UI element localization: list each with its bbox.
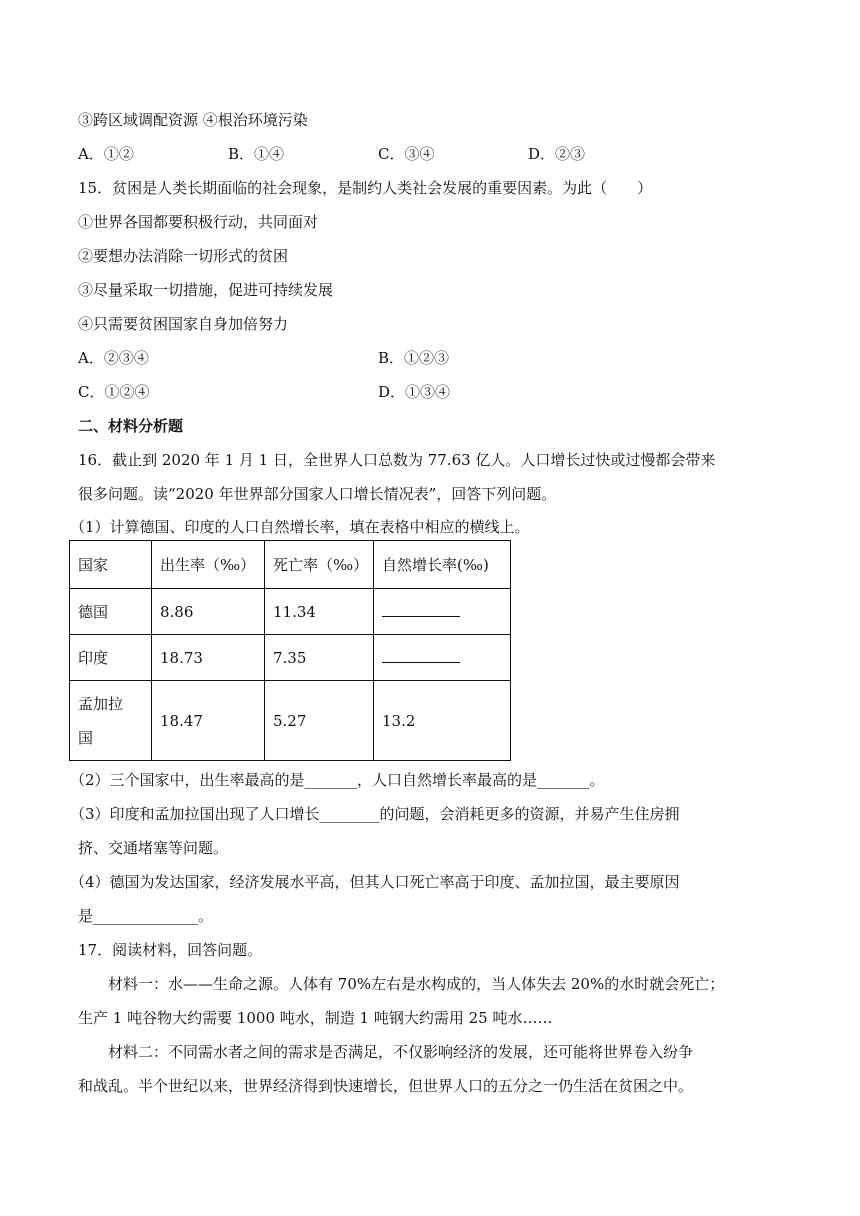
- table-cell: 18.47: [152, 681, 265, 761]
- table-cell: 8.86: [152, 589, 265, 635]
- q16-sub4-line2: 是______________。: [78, 907, 214, 925]
- q14-items: ③跨区域调配资源 ④根治环境污染: [78, 111, 308, 129]
- table-cell: 德国: [70, 589, 152, 635]
- q16-sub4-line1: （4）德国为发达国家，经济发展水平高，但其人口死亡率高于印度、孟加拉国，最主要原因: [70, 873, 680, 891]
- answer-blank: [382, 602, 460, 617]
- q16-sub3-line1: （3）印度和孟加拉国出现了人口增长________的问题，会消耗更多的资源，并易产生住房拥: [70, 805, 680, 823]
- table-header-cell: 出生率（‰）: [152, 541, 265, 589]
- table-header-cell: 死亡率（‰）: [265, 541, 374, 589]
- q14-option-a: A．①②: [78, 145, 134, 163]
- q15-option-d: D．①③④: [378, 383, 451, 401]
- q15-item-2: ②要想办法消除一切形式的贫困: [78, 247, 289, 265]
- q14-option-d: D．②③: [528, 145, 586, 163]
- country-name: 孟加拉国: [78, 694, 124, 747]
- answer-blank: [382, 648, 460, 663]
- q17-material2-line2: 和战乱。半个世纪以来，世界经济得到快速增长，但世界人口的五分之一仍生活在贫困之中。: [78, 1077, 694, 1095]
- table-cell: 印度: [70, 635, 152, 681]
- q15-stem: 15．贫困是人类长期面临的社会现象，是制约人类社会发展的重要因素。为此（ ）: [78, 179, 653, 197]
- table-cell: 18.73: [152, 635, 265, 681]
- table-header-cell: 自然增长率(‰): [374, 541, 511, 589]
- table-header-row: [70, 541, 511, 589]
- q17-material1-line1: 材料一：水——生命之源。人体有 70%左右是水构成的，当人体失去 20%的水时就会死亡；: [108, 975, 725, 993]
- q14-option-c: C．③④: [378, 145, 435, 163]
- q15-item-4: ④只需要贫困国家自身加倍努力: [78, 315, 289, 333]
- q16-sub3-line2: 挤、交通堵塞等问题。: [78, 839, 229, 857]
- table-cell: 7.35: [265, 635, 374, 681]
- q17-material1-line2: 生产 1 吨谷物大约需要 1000 吨水，制造 1 吨钢大约需用 25 吨水……: [78, 1009, 553, 1027]
- table-cell: [374, 589, 511, 635]
- q15-option-c: C．①②④: [78, 383, 150, 401]
- table-header-cell: 国家: [70, 541, 152, 589]
- population-table: [69, 540, 511, 761]
- q15-item-1: ①世界各国都要积极行动，共同面对: [78, 213, 319, 231]
- q15-option-b: B．①②③: [378, 349, 450, 367]
- q17-material2-line1: 材料二：不同需水者之间的需求是否满足，不仅影响经济的发展，还可能将世界卷入纷争: [108, 1043, 694, 1061]
- q14-option-b: B．①④: [228, 145, 285, 163]
- q16-sub2: （2）三个国家中，出生率最高的是_______，人口自然增长率最高的是_______。: [70, 771, 605, 789]
- q16-stem-line1: 16．截止到 2020 年 1 月 1 日，全世界人口总数为 77.63 亿人。人口增长过快或过慢都会带来: [78, 451, 716, 469]
- table-row: [70, 635, 511, 681]
- q15-option-a: A．②③④: [78, 349, 149, 367]
- table-cell: 5.27: [265, 681, 374, 761]
- q16-sub1: （1）计算德国、印度的人口自然增长率，填在表格中相应的横线上。: [70, 518, 530, 536]
- table-cell: 11.34: [265, 589, 374, 635]
- table-row: [70, 589, 511, 635]
- table-row: [70, 681, 511, 761]
- table-cell: [70, 681, 152, 761]
- section-title: 二、材料分析题: [78, 417, 184, 435]
- q15-item-3: ③尽量采取一切措施，促进可持续发展: [78, 281, 334, 299]
- table-cell: [374, 635, 511, 681]
- q16-stem-line2: 很多问题。读“2020 年世界部分国家人口增长情况表”，回答下列问题。: [78, 485, 557, 503]
- q17-stem: 17．阅读材料，回答问题。: [78, 941, 263, 959]
- table-cell: 13.2: [374, 681, 511, 761]
